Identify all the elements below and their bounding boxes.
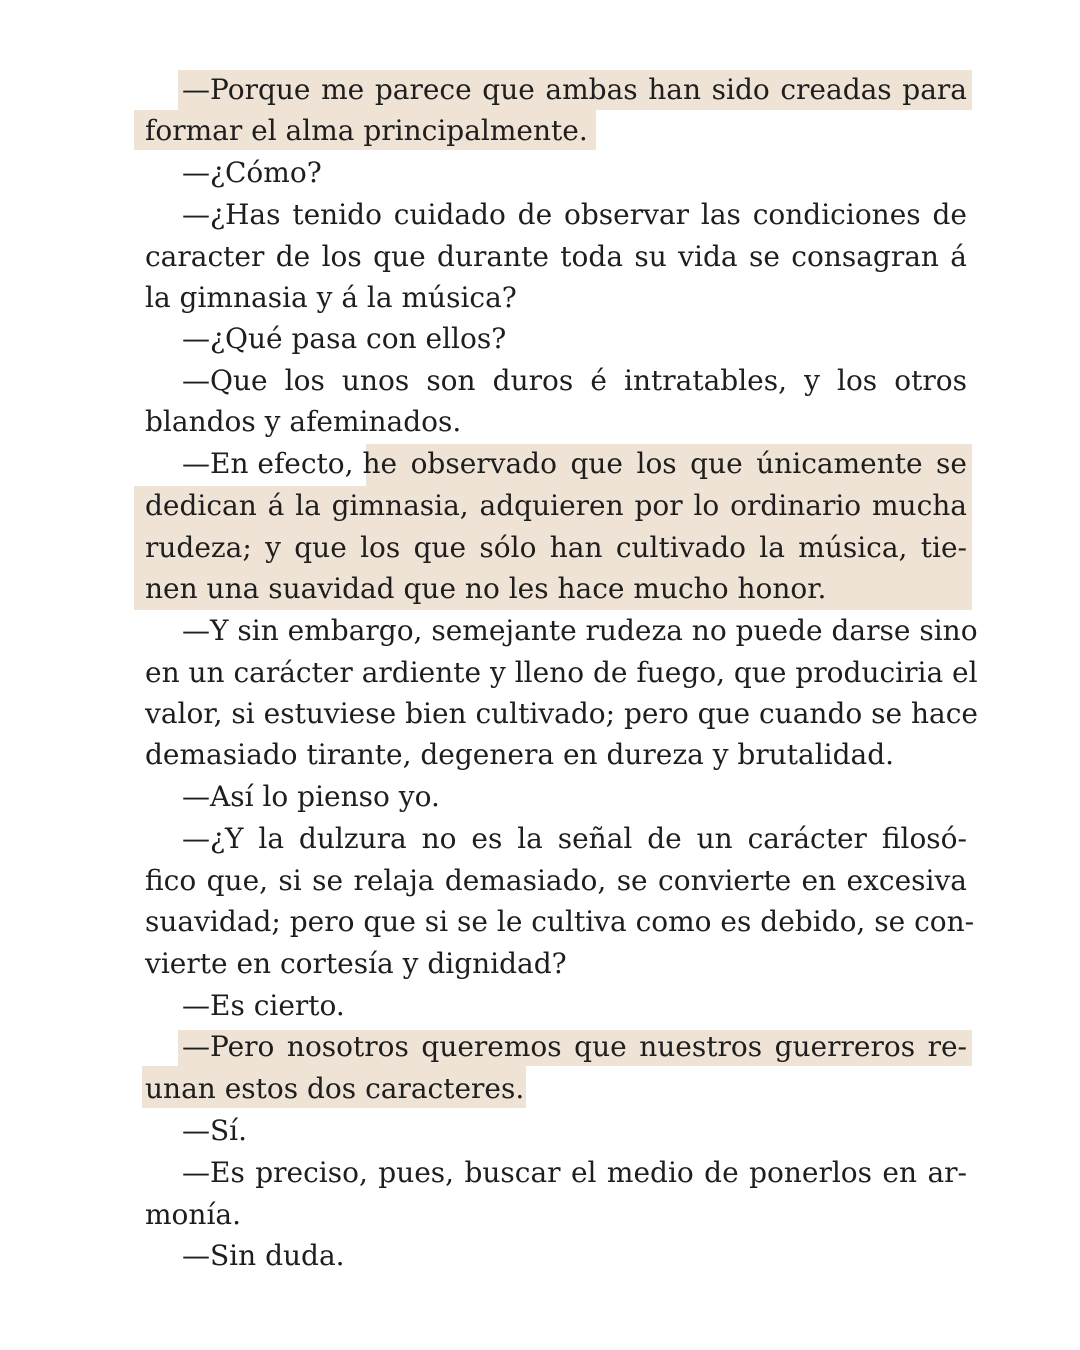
text-line: —Y sin embargo, semejante rudeza no puede darse sino [182, 614, 978, 647]
text-line: formar el alma principalmente. [145, 114, 588, 147]
text-line: —Es cierto. [182, 989, 345, 1022]
text-line: dedican á la gimnasia, adquieren por lo ordinario mucha [145, 489, 967, 522]
text-line: fico que, si se relaja demasiado, se convierte en excesiva [145, 864, 967, 897]
text-line: —Que los unos son duros é intratables, y los otros [182, 364, 967, 397]
text-line: nen una suavidad que no les hace mucho honor. [145, 572, 827, 605]
text-line: vierte en cortesía y dignidad? [145, 947, 567, 980]
text-line: —Así lo pienso yo. [182, 780, 440, 813]
text-line: —Porque me parece que ambas han sido creadas para [182, 73, 967, 106]
text-line: monía. [145, 1198, 241, 1231]
text-line: —¿Cómo? [182, 156, 322, 189]
text-line: —Sí. [182, 1114, 248, 1147]
text-line: —Pero nosotros queremos que nuestros guerreros re- [182, 1030, 967, 1063]
text-line: suavidad; pero que si se le cultiva como es debido, se con- [145, 905, 975, 938]
text-line: caracter de los que durante toda su vida se consagran á [145, 240, 967, 273]
text-line: unan estos dos caracteres. [145, 1072, 525, 1105]
text-line: —¿Y la dulzura no es la señal de un carácter filosó- [182, 822, 967, 855]
text-line: —Sin duda. [182, 1239, 345, 1272]
text-line: blandos y afeminados. [145, 405, 462, 438]
text-line [145, 443, 967, 485]
text-line: —¿Qué pasa con ellos? [182, 322, 507, 355]
text-line: valor, si estuviese bien cultivado; pero que cuando se hace [145, 697, 978, 730]
text-line: demasiado tirante, degenera en dureza y brutalidad. [145, 738, 895, 771]
text-line: —¿Has tenido cuidado de observar las condiciones de [182, 198, 967, 231]
text-line: la gimnasia y á la música? [145, 281, 517, 314]
text-line: en un carácter ardiente y lleno de fuego, que produciria el [145, 656, 978, 689]
highlighted-fragment: he observado que los que únicamente se [362, 447, 967, 480]
text-line: rudeza; y que los que sólo han cultivado la música, tie- [145, 531, 967, 564]
text-line: —Es preciso, pues, buscar el medio de ponerlos en ar- [182, 1156, 967, 1189]
text-fragment: —En efecto, [182, 447, 363, 480]
